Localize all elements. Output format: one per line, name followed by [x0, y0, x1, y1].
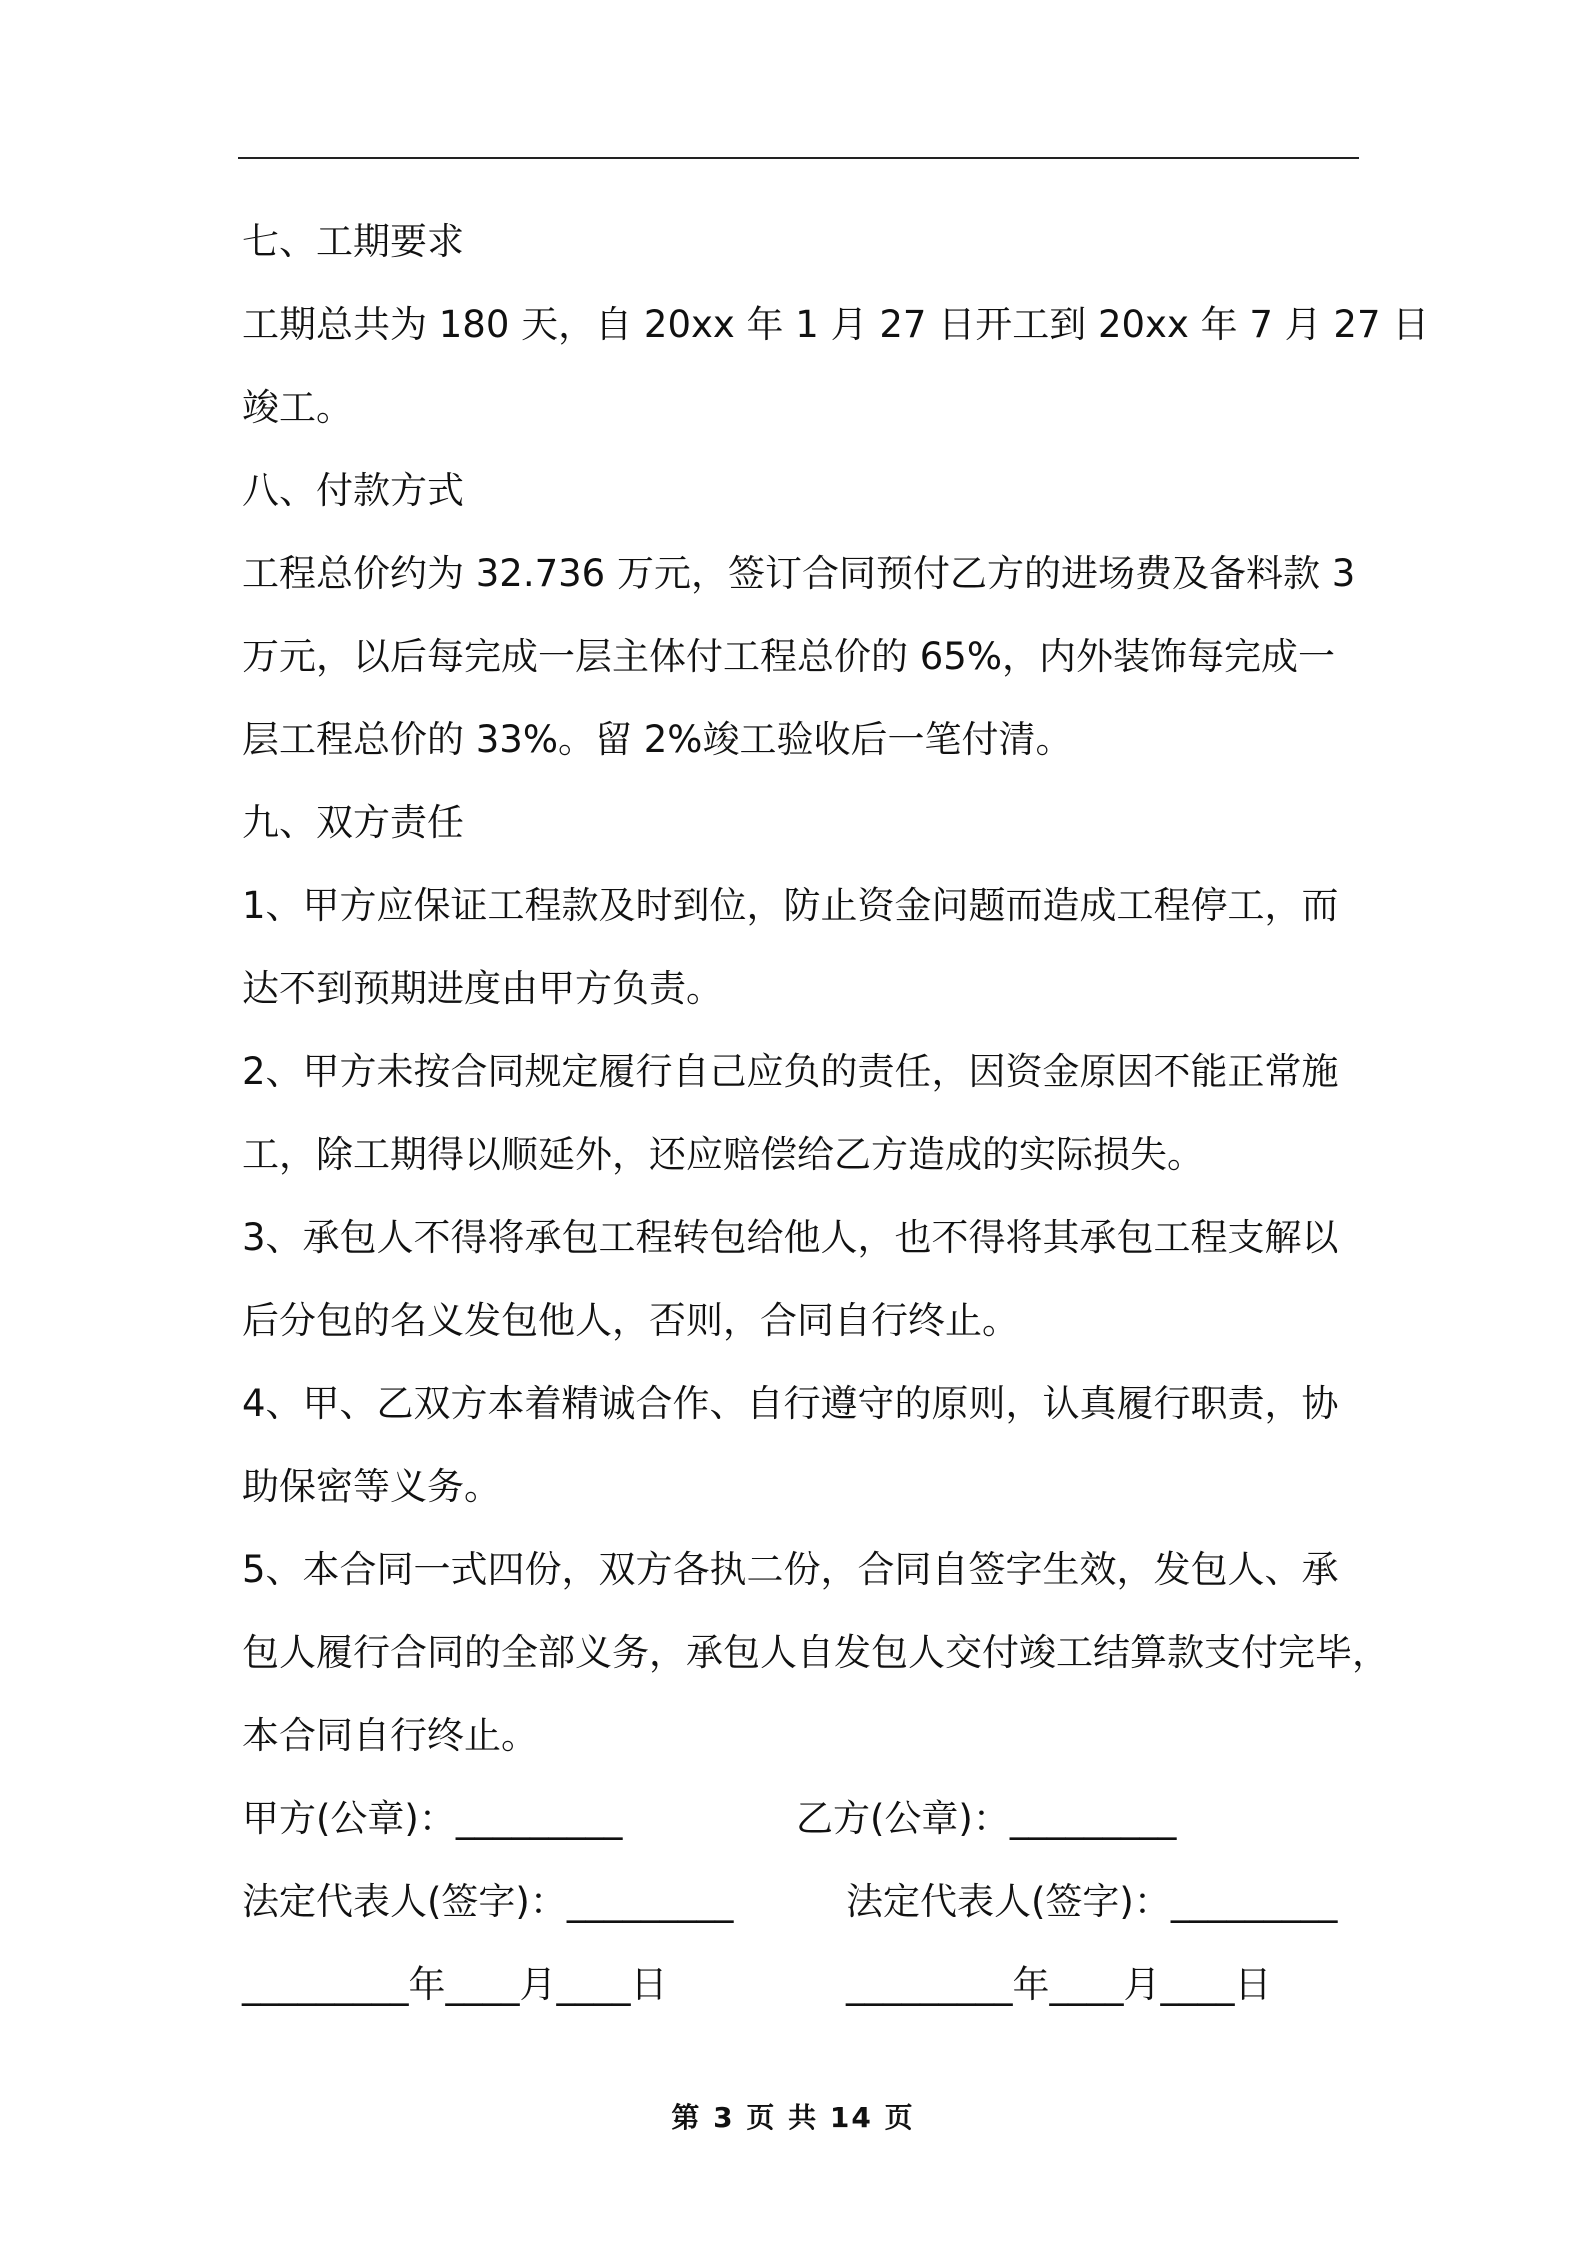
clause-2-line-2: 工，除工期得以顺延外，还应赔偿给乙方造成的实际损失。: [242, 1133, 1204, 1176]
party-a-representative-field: 法定代表人(签字)：_________: [242, 1880, 734, 1923]
representative-row: [242, 1860, 1372, 1943]
clause-5-line-3: 本合同自行终止。: [242, 1714, 538, 1757]
date-row: [242, 1943, 1372, 2026]
payment-text-line-3: 层工程总价的 33%。留 2%竣工验收后一笔付清。: [242, 718, 1073, 761]
party-a-seal-field: 甲方(公章)：_________: [242, 1797, 623, 1840]
section-heading-responsibilities: 九、双方责任: [242, 801, 464, 844]
payment-text-line-2: 万元，以后每完成一层主体付工程总价的 65%，内外装饰每完成一: [242, 635, 1335, 678]
header-rule: [238, 157, 1359, 159]
clause-2-line-1: 2、甲方未按合同规定履行自己应负的责任，因资金原因不能正常施: [242, 1050, 1339, 1093]
document-body: [242, 200, 1430, 1777]
clause-3-line-2: 后分包的名义发包他人，否则，合同自行终止。: [242, 1299, 1019, 1342]
schedule-text-line-1: 工期总共为 180 天，自 20xx 年 1 月 27 日开工到 20xx 年 7 月 27 日: [242, 303, 1430, 346]
clause-5-line-2: 包人履行合同的全部义务，承包人自发包人交付竣工结算款支付完毕，: [242, 1631, 1389, 1674]
clause-3-line-1: 3、承包人不得将承包工程转包给他人，也不得将其承包工程支解以: [242, 1216, 1339, 1259]
party-b-date-field: _________年____月____日: [846, 1963, 1272, 2006]
section-heading-schedule: 七、工期要求: [242, 220, 464, 263]
page-number-footer: 第 3 页 共 14 页: [671, 2101, 915, 2134]
seal-row: [242, 1777, 1372, 1860]
clause-1-line-2: 达不到预期进度由甲方负责。: [242, 967, 723, 1010]
payment-text-line-1: 工程总价约为 32.736 万元，签订合同预付乙方的进场费及备料款 3: [242, 552, 1356, 595]
clause-4-line-1: 4、甲、乙双方本着精诚合作、自行遵守的原则，认真履行职责，协: [242, 1382, 1339, 1425]
party-a-date-field: _________年____月____日: [242, 1963, 668, 2006]
clause-5-line-1: 5、本合同一式四份，双方各执二份，合同自签字生效，发包人、承: [242, 1548, 1339, 1591]
party-b-representative-field: 法定代表人(签字)：_________: [846, 1880, 1338, 1923]
party-b-seal-field: 乙方(公章)：_________: [796, 1797, 1177, 1840]
schedule-text-line-2: 竣工。: [242, 386, 353, 429]
clause-4-line-2: 助保密等义务。: [242, 1465, 501, 1508]
signature-block: [242, 1777, 1372, 2026]
clause-1-line-1: 1、甲方应保证工程款及时到位，防止资金问题而造成工程停工，而: [242, 884, 1339, 927]
section-heading-payment: 八、付款方式: [242, 469, 464, 512]
